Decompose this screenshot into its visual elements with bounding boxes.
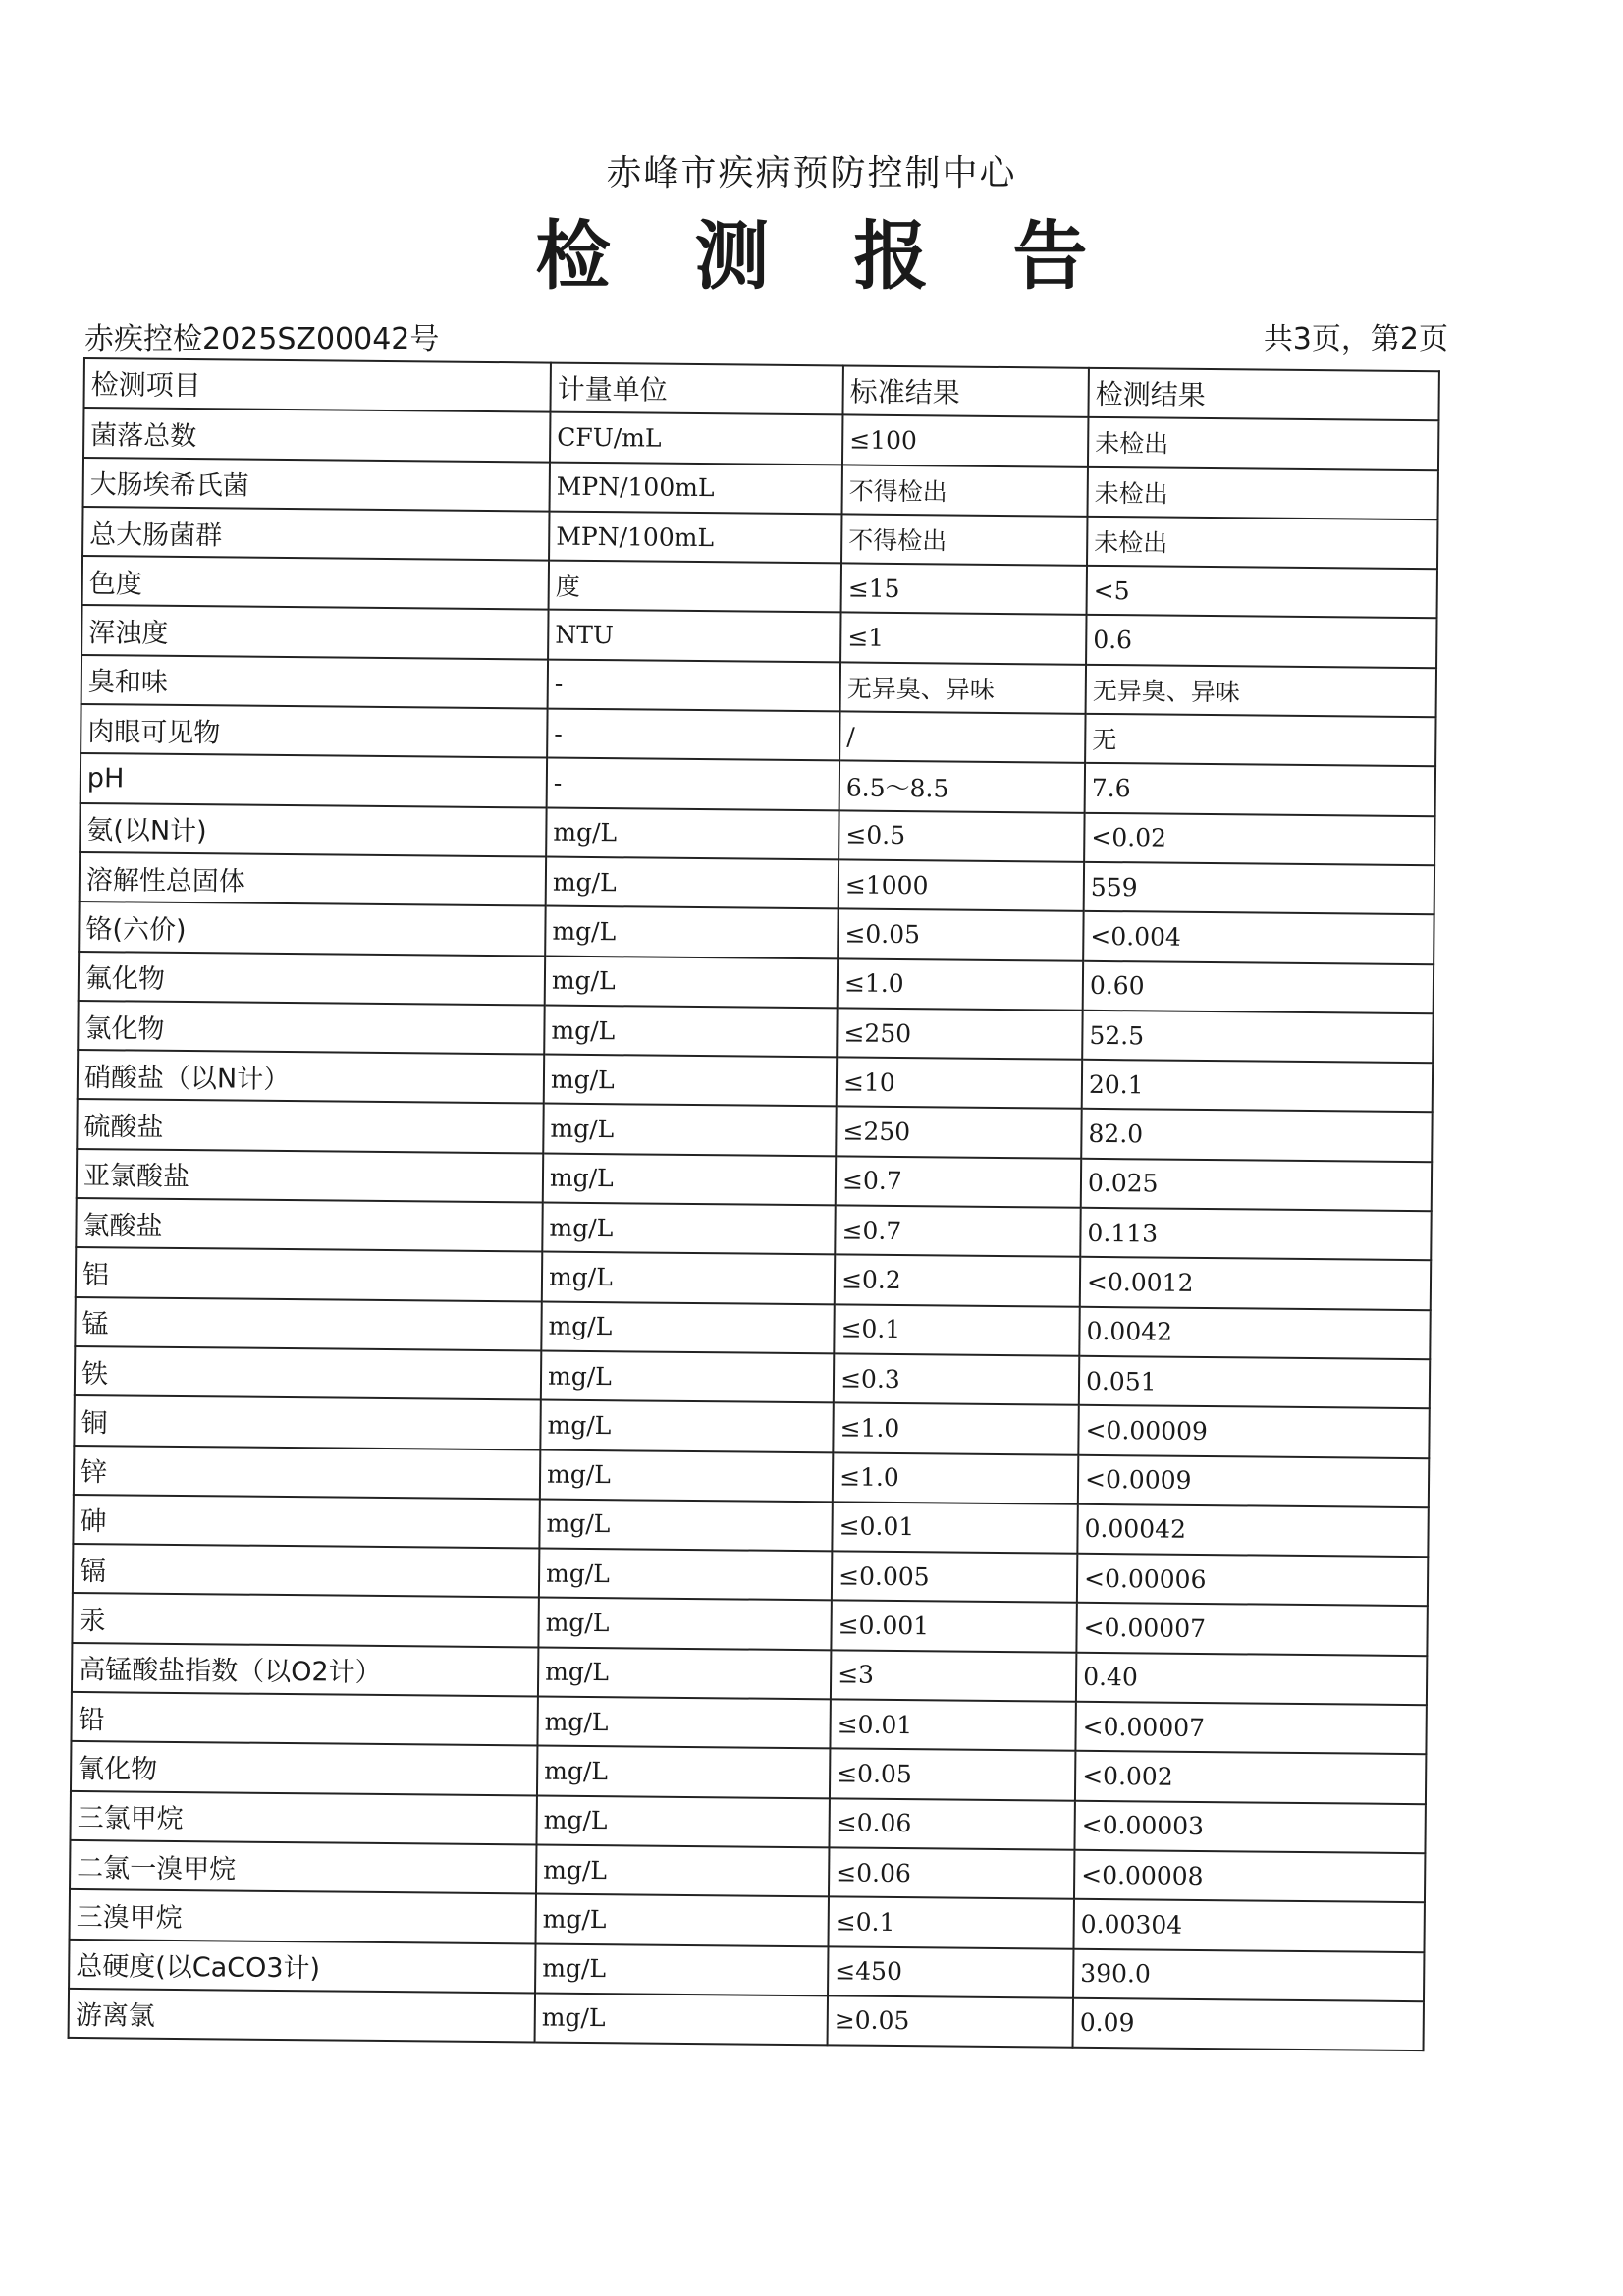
unit-cell: mg/L <box>536 1844 829 1896</box>
result-cell: 52.5 <box>1082 1011 1433 1064</box>
test-item-cell: 菌落总数 <box>83 408 550 462</box>
unit-cell: mg/L <box>540 1449 833 1502</box>
result-cell: 未检出 <box>1087 466 1437 519</box>
result-cell: 82.0 <box>1081 1109 1432 1162</box>
unit-cell: mg/L <box>540 1400 833 1452</box>
result-cell: <0.00006 <box>1077 1554 1428 1607</box>
result-cell: <0.002 <box>1075 1751 1426 1804</box>
result-cell: 0.00304 <box>1073 1899 1424 1952</box>
unit-cell: - <box>548 659 840 711</box>
test-item-cell: 臭和味 <box>81 655 548 709</box>
report-title-char: 测 <box>694 212 770 300</box>
test-item-cell: 铁 <box>75 1346 541 1400</box>
standard-cell: ≤0.5 <box>839 810 1084 862</box>
standard-cell: ≤0.06 <box>829 1847 1074 1899</box>
standard-cell: ≤0.1 <box>829 1897 1074 1949</box>
unit-cell: mg/L <box>543 1153 836 1205</box>
result-cell: 0.051 <box>1079 1356 1430 1409</box>
unit-cell: 度 <box>549 561 841 613</box>
standard-cell: ≤1 <box>840 613 1086 665</box>
report-title-char: 告 <box>1012 212 1088 300</box>
standard-cell: ≥0.05 <box>828 1995 1073 2048</box>
test-item-cell: 铜 <box>74 1395 540 1449</box>
result-cell: 0.40 <box>1076 1652 1427 1705</box>
standard-cell: ≤250 <box>836 1107 1081 1159</box>
standard-cell: ≤0.05 <box>838 909 1083 961</box>
test-item-cell: 总大肠菌群 <box>82 507 549 561</box>
standard-cell: ≤1.0 <box>833 1452 1078 1504</box>
standard-cell: / <box>839 711 1085 763</box>
unit-cell: MPN/100mL <box>550 462 842 514</box>
column-header-unit: 计量单位 <box>550 363 842 415</box>
test-item-cell: 镉 <box>73 1544 539 1598</box>
unit-cell: mg/L <box>539 1499 832 1551</box>
result-cell: 390.0 <box>1073 1948 1424 2001</box>
report-number: 赤疾控检2025SZ00042号 <box>84 322 440 356</box>
unit-cell: mg/L <box>545 906 838 958</box>
result-cell: 0.00042 <box>1077 1504 1428 1558</box>
table-body <box>69 408 1439 2050</box>
unit-cell: mg/L <box>537 1746 830 1798</box>
standard-cell: 无异臭、异味 <box>840 662 1086 714</box>
standard-cell: ≤1000 <box>839 859 1084 911</box>
result-cell: 0.09 <box>1073 1998 1424 2051</box>
standard-cell: ≤1.0 <box>838 958 1083 1011</box>
standard-cell: 6.5～8.5 <box>839 761 1085 813</box>
result-cell: 559 <box>1084 862 1434 915</box>
result-cell: <5 <box>1087 566 1437 619</box>
unit-cell: MPN/100mL <box>549 511 841 563</box>
result-cell: 无 <box>1085 714 1435 767</box>
result-cell: <0.00009 <box>1078 1405 1429 1458</box>
test-item-cell: 铅 <box>71 1692 537 1746</box>
test-item-cell: 二氯一溴甲烷 <box>70 1840 536 1894</box>
unit-cell: - <box>547 758 839 810</box>
result-cell: <0.00008 <box>1074 1850 1425 1903</box>
test-item-cell: 肉眼可见物 <box>81 704 547 758</box>
result-cell: <0.02 <box>1084 812 1434 865</box>
standard-cell: ≤0.05 <box>830 1749 1075 1801</box>
test-item-cell: 铬(六价) <box>79 902 545 956</box>
test-item-cell: 总硬度(以CaCO3计) <box>69 1939 535 1993</box>
result-cell: <0.004 <box>1083 911 1434 964</box>
result-cell: 0.0042 <box>1079 1306 1430 1359</box>
result-cell: 0.025 <box>1081 1159 1432 1212</box>
column-header-result: 检测结果 <box>1088 368 1438 421</box>
test-item-cell: 硝酸盐（以N计） <box>78 1050 544 1104</box>
test-item-cell: 汞 <box>72 1593 538 1647</box>
result-cell: 无异臭、异味 <box>1086 665 1436 718</box>
test-item-cell: 浑浊度 <box>81 605 548 659</box>
test-item-cell: 硫酸盐 <box>77 1099 543 1153</box>
standard-cell: ≤250 <box>837 1008 1082 1060</box>
standard-cell: 不得检出 <box>842 465 1088 517</box>
standard-cell: ≤10 <box>837 1058 1082 1110</box>
test-item-cell: 砷 <box>73 1495 539 1549</box>
test-item-cell: 氰化物 <box>71 1741 537 1795</box>
report-title-char: 报 <box>853 212 929 300</box>
unit-cell: mg/L <box>544 1005 837 1057</box>
standard-cell: ≤3 <box>831 1650 1076 1702</box>
test-item-cell: 铝 <box>76 1247 542 1301</box>
unit-cell: mg/L <box>538 1598 831 1650</box>
unit-cell: mg/L <box>544 1055 837 1107</box>
unit-cell: NTU <box>548 610 840 662</box>
unit-cell: mg/L <box>542 1252 835 1304</box>
column-header-item: 检测项目 <box>84 358 551 412</box>
unit-cell: mg/L <box>536 1894 829 1946</box>
test-item-cell: 亚氯酸盐 <box>77 1149 543 1203</box>
result-cell: <0.00007 <box>1075 1702 1426 1755</box>
unit-cell: mg/L <box>541 1350 834 1402</box>
results-table <box>68 357 1440 2051</box>
unit-cell: mg/L <box>543 1104 836 1156</box>
result-cell: 未检出 <box>1088 417 1438 470</box>
test-item-cell: 三氯甲烷 <box>71 1791 537 1845</box>
standard-cell: ≤0.01 <box>832 1502 1077 1554</box>
standard-cell: ≤0.01 <box>830 1699 1075 1751</box>
page-indicator: 共3页，第2页 <box>1263 322 1448 356</box>
standard-cell: ≤0.2 <box>835 1255 1080 1307</box>
unit-cell: mg/L <box>545 956 838 1008</box>
test-item-cell: 溶解性总固体 <box>80 852 546 906</box>
test-item-cell: 高锰酸盐指数（以O2计） <box>72 1643 538 1697</box>
standard-cell: 不得检出 <box>841 514 1087 566</box>
result-cell: 未检出 <box>1087 517 1437 570</box>
organization-name: 赤峰市疾病预防控制中心 <box>606 153 1017 193</box>
test-item-cell: 氯酸盐 <box>76 1198 542 1252</box>
test-item-cell: 氨(以N计) <box>80 803 546 857</box>
test-item-cell: 锌 <box>74 1445 540 1499</box>
unit-cell: mg/L <box>541 1301 834 1353</box>
standard-cell: ≤0.005 <box>832 1551 1077 1603</box>
unit-cell: mg/L <box>538 1647 831 1699</box>
test-item-cell: 色度 <box>82 556 549 610</box>
standard-cell: ≤100 <box>842 415 1088 467</box>
standard-cell: ≤1.0 <box>833 1403 1078 1455</box>
result-cell: 0.113 <box>1080 1208 1431 1261</box>
unit-cell: mg/L <box>536 1795 829 1847</box>
test-item-cell: 三溴甲烷 <box>70 1889 536 1943</box>
standard-cell: ≤0.06 <box>829 1798 1074 1850</box>
unit-cell: - <box>547 709 839 761</box>
unit-cell: mg/L <box>537 1697 830 1749</box>
test-item-cell: 大肠埃希氏菌 <box>83 458 550 512</box>
report-title-char: 检 <box>535 212 611 300</box>
report-title <box>0 196 1623 303</box>
result-cell: 0.6 <box>1086 615 1436 668</box>
standard-cell: ≤0.001 <box>831 1601 1076 1653</box>
standard-cell: ≤15 <box>841 564 1087 616</box>
unit-cell: mg/L <box>535 1943 828 1995</box>
test-item-cell: 氯化物 <box>78 1001 544 1055</box>
test-item-cell: 游离氯 <box>69 1989 535 2043</box>
test-item-cell: pH <box>81 753 547 807</box>
standard-cell: ≤0.3 <box>834 1353 1079 1405</box>
unit-cell: mg/L <box>542 1203 835 1255</box>
test-item-cell: 锰 <box>75 1297 541 1351</box>
standard-cell: ≤0.7 <box>835 1205 1080 1257</box>
unit-cell: mg/L <box>539 1549 832 1601</box>
result-cell: <0.00007 <box>1076 1603 1427 1656</box>
unit-cell: mg/L <box>546 807 839 859</box>
result-cell: 20.1 <box>1082 1060 1433 1113</box>
result-cell: <0.0012 <box>1080 1257 1431 1310</box>
unit-cell: mg/L <box>535 1993 828 2045</box>
test-item-cell: 氟化物 <box>79 952 545 1006</box>
standard-cell: ≤0.1 <box>834 1304 1079 1356</box>
column-header-standard: 标准结果 <box>842 365 1088 417</box>
result-cell: 7.6 <box>1085 763 1435 816</box>
standard-cell: ≤0.7 <box>836 1156 1081 1208</box>
result-cell: <0.00003 <box>1074 1800 1425 1853</box>
standard-cell: ≤450 <box>828 1946 1073 1998</box>
result-cell: 0.60 <box>1083 960 1434 1013</box>
unit-cell: CFU/mL <box>550 412 842 465</box>
result-cell: <0.0009 <box>1078 1454 1429 1507</box>
unit-cell: mg/L <box>546 857 839 909</box>
